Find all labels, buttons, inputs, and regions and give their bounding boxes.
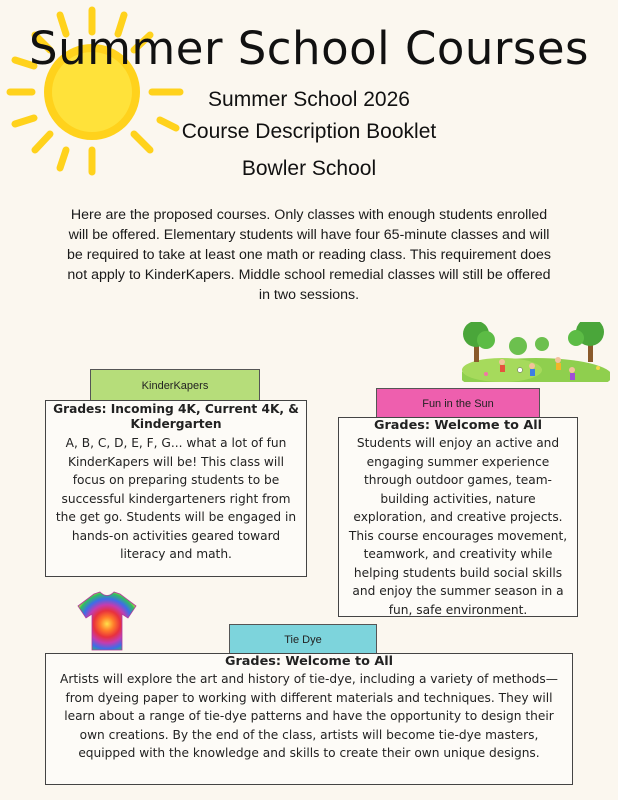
course-card-tie-dye	[45, 653, 573, 785]
intro-paragraph: Here are the proposed courses. Only classes with enough students enrolled will be offered. Elementary students will have four 65-minute classes and will be required to take at least one math or reading class. This requirement does not apply to KinderKapers. Middle school remedial classes will still be offered in two sessions.	[67, 207, 551, 303]
subtitle-booklet: Course Description Booklet	[181, 120, 437, 143]
course-grades: Grades: Welcome to All	[373, 418, 543, 433]
course-description: A, B, C, D, E, F, G... what a lot of fun KinderKapers will be! This class will focus on preparing students to be successful kindergarteners right from the get go. Students will be engaged in hands-on activities geared toward literacy and math.	[55, 436, 297, 561]
course-grades: Grades: Welcome to All	[224, 654, 394, 669]
subtitle-year: Summer School 2026	[208, 88, 410, 111]
tie-dye-tshirt-icon	[76, 590, 138, 652]
kids-playing-park-illustration	[462, 322, 610, 382]
course-card-fun-in-the-sun	[338, 417, 578, 617]
course-description: Artists will explore the art and history of tie-dye, including a variety of methods—from dyeing paper to working with different materials and techniques. They will learn about a range of tie-dye patterns and have the opportunity to design their own creations. By the end of the class, artists will become tie-dye masters, equipped with the knowledge and skills to create their own unique designs.	[60, 672, 558, 760]
course-tag-fun-in-the-sun: Fun in the Sun	[376, 388, 540, 418]
course-description: Students will enjoy an active and engaging summer experience through outdoor games, team-building activities, nature exploration, and creative projects. This course encourages movement, teamwork, and creativity while helping students build social skills and enjoy the summer season in a fun, safe environment.	[348, 436, 568, 617]
school-name: Bowler School	[241, 157, 377, 180]
course-grades: Grades: Incoming 4K, Current 4K, & Kindergarten	[53, 402, 299, 431]
course-card-kinderkapers	[45, 400, 307, 577]
course-tag-kinderkapers: KinderKapers	[90, 369, 260, 401]
course-tag-tie-dye: Tie Dye	[229, 624, 377, 654]
page-title: Summer School Courses	[29, 22, 589, 75]
